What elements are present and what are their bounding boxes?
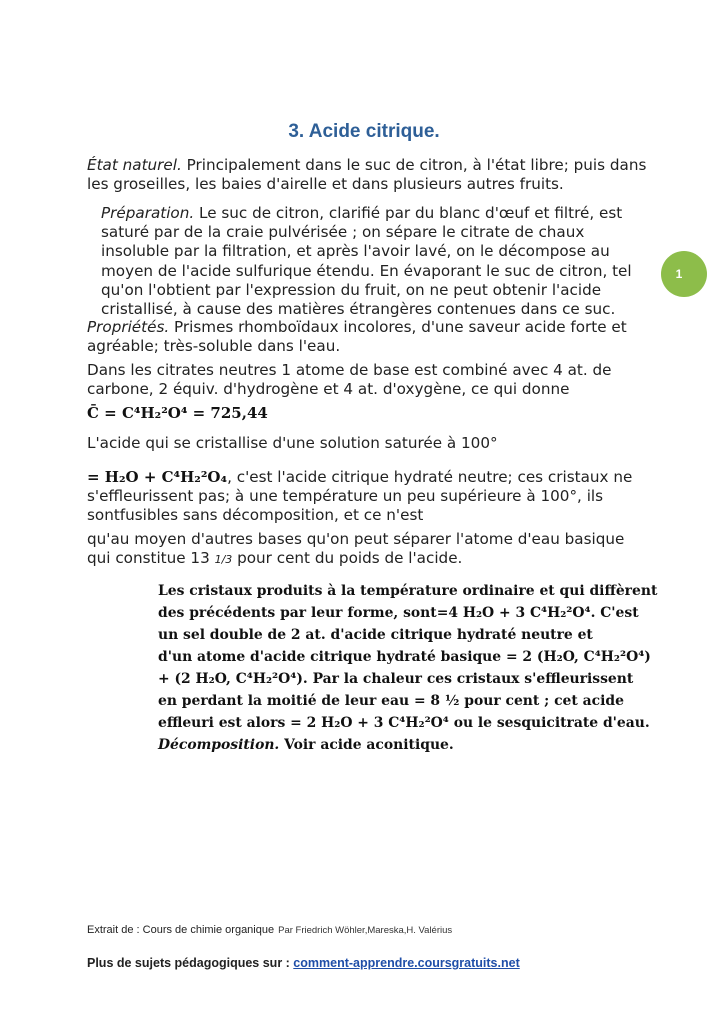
footer-authors: Par Friedrich Wöhler,Mareska,H. Valérius	[278, 925, 453, 936]
scan-line-2: des précédents par leur forme, sont=4 H₂O + 3 C⁴H₂²O⁴. C'est	[158, 605, 639, 621]
hydrate-text: , c'est l'acide citrique hydraté neutre; ces cristaux ne s'effleurissent pas; à une température un peu supérieure à 100°, ils sontfusibles sans décomposition, et ce n'est	[87, 468, 633, 525]
scan-line-3: un sel double de 2 at. d'acide citrique hydraté neutre et	[158, 627, 593, 643]
scanned-excerpt	[158, 580, 658, 756]
prep-text: Le suc de citron, clarifié par du blanc d'œuf et filtré, est saturé par de la craie pulvérisée ; on sépare le citrate de chaux insoluble par la filtration, et après l'avoir lavé, on le décompose au moyen de l'acide sulfurique étendu. En évaporant le suc de citron, tel qu'on l'obtient par l'expression du fruit, on ne peut obtenir l'acide cristallisé, à cause des matières étrangères contenues dans ce suc.	[101, 204, 632, 319]
scan-line-6: en perdant la moitié de leur eau = 8 ½ pour cent ; cet acide	[158, 693, 624, 709]
etat-paragraph	[87, 156, 647, 194]
formula-citrate: C̄ = C⁴H₂²O⁴ = 725,44	[87, 404, 268, 422]
bases-paragraph	[87, 530, 647, 569]
prep-label: Préparation.	[101, 204, 195, 222]
page-title: 3. Acide citrique.	[288, 121, 440, 142]
preparation-paragraph	[87, 204, 647, 319]
hydrate-paragraph	[87, 468, 647, 526]
scan-line-4: d'un atome d'acide citrique hydraté basique = 2 (H₂O, C⁴H₂²O⁴)	[158, 649, 651, 665]
prop-text: Prismes rhomboïdaux incolores, d'une saveur acide forte et agréable; très-soluble dans l'eau.	[87, 318, 627, 356]
acide-text: L'acide qui se cristallise d'une solution saturée à 100°	[87, 434, 498, 452]
footer-link[interactable]: comment-apprendre.coursgratuits.net	[293, 956, 520, 970]
proprietes-paragraph	[87, 318, 647, 356]
scan-line-7: effleuri est alors = 2 H₂O + 3 C⁴H₂²O⁴ ou le sesquicitrate d'eau.	[158, 715, 650, 731]
page-number-badge: 1	[661, 251, 707, 297]
etat-label: État naturel.	[87, 156, 182, 174]
scan-decomp-label: Décomposition.	[158, 737, 280, 753]
citrates-paragraph	[87, 361, 647, 399]
bases-fraction: 1/3	[214, 553, 233, 567]
etat-text: Principalement dans le suc de citron, à l'état libre; puis dans les groseilles, les baies d'airelle et dans plusieurs autres fruits.	[87, 156, 647, 194]
bases-text-b: pour cent du poids de l'acide.	[232, 549, 463, 568]
formula-hydrate: = H₂O + C⁴H₂²O₄	[87, 468, 228, 486]
footer-more-label: Plus de sujets pédagogiques sur :	[87, 956, 294, 970]
bases-text-a: qu'au moyen d'autres bases qu'on peut séparer l'atome d'eau basique qui constitue 13	[87, 530, 625, 568]
scan-decomp-text: Voir acide aconitique.	[279, 737, 454, 753]
scan-line-5: + (2 H₂O, C⁴H₂²O⁴). Par la chaleur ces cristaux s'effleurissent	[158, 671, 634, 687]
footer-extrait: Extrait de : Cours de chimie organique	[87, 924, 275, 936]
footer-more	[87, 956, 520, 970]
citrates-text: Dans les citrates neutres 1 atome de base est combiné avec 4 at. de carbone, 2 équiv. d'hydrogène et 4 at. d'oxygène, ce qui donne	[87, 361, 612, 399]
acide-paragraph	[87, 434, 647, 453]
scan-line-1: Les cristaux produits à la température ordinaire et qui diffèrent	[158, 583, 658, 599]
prop-label: Propriétés.	[87, 318, 170, 336]
footer-source	[87, 924, 452, 936]
